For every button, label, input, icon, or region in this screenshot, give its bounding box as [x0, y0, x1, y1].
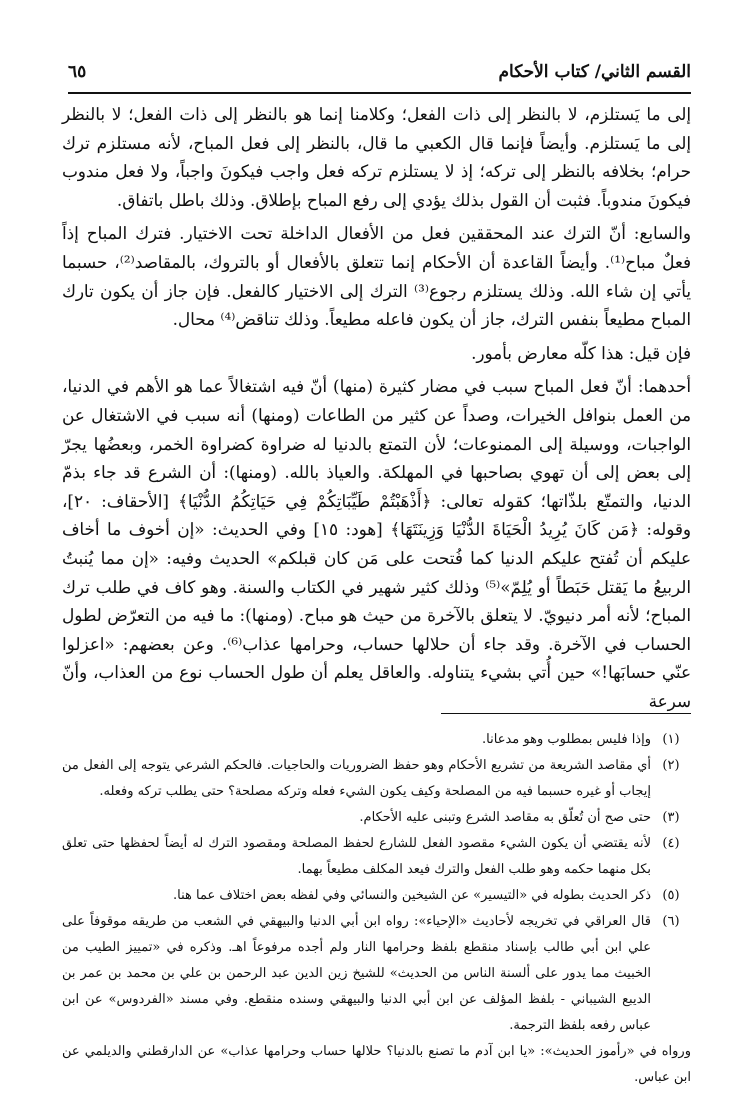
footnote-continuation: ورواه في «رأموز الحديث»: «يا ابن آدم ما تصنع بالدنيا؟ حلالها حساب وحرامها عذاب» عن الدارقطني والديلمي عن ابن عباس.: [62, 1044, 691, 1085]
footnote-text: وإذا فليس بمطلوب وهو مدعانا.: [482, 732, 651, 747]
footnote-number: (٦): [662, 914, 680, 929]
running-title: القسم الثاني/ كتاب الأحكام: [498, 62, 691, 82]
footnote-number: (٢): [662, 758, 680, 773]
footnote-number: (٤): [662, 836, 680, 851]
footnote: [62, 831, 691, 883]
footnotes: [62, 727, 691, 1091]
paragraph: أحدهما: أنّ فعل المباح سبب في مضار كثيرة (منها) أنّ فيه اشتغالاً عما هو الأهم في الدنيا، من العمل بنوافل الخيرات، وصداً عن كثير من الطاعات (ومنها) أنه سبب في الاشتغال عن الواجبات، ووسيلة إلى الممنوعات؛ لأن التمتع بالدنيا له ضراوة كضراوة الخمر، وبعضُها يجرّ إلى بعض إلى أن تهوي بصاحبها في المهلكة. والعياذ بالله. (ومنها): أن الشرع قد جاء بذمّ الدنيا، والتمتّع بلذّاتها؛ كقوله تعالى: ﴿أَذْهَبْتُمْ طَيِّبَاتِكُمْ فِي حَيَاتِكُمُ الدُّنْيَا﴾ [الأحقاف: ٢٠]، وقوله: ﴿مَن كَانَ يُرِيدُ الْحَيَاةَ الدُّنْيَا وَزِينَتَهَا﴾ [هود: ١٥] وفي الحديث: «إن أخوف ما أخاف عليكم أن تُفتح عليكم الدنيا كما فُتحت على مَن كان قبلكم» الحديث وفيه: «إن مما يُنبتُ الربيعُ ما يَقتل حَبَطاً أو يُلِمّ»⁽⁵⁾ وذلك كثير شهير في الكتاب والسنة. وهو كاف في طلب ترك المباح؛ لأنه أمر دنيويّ. لا يتعلق بالآخرة من حيث هو مباح. (ومنها): ما فيه من التعرّض لطول الحساب في الآخرة. وقد جاء أن حلالها حساب، وحرامها عذاب⁽⁶⁾. وعن بعضهم: «اعزلوا عنّي حسابَها!» حين أُتي بشيء يتناوله. والعاقل يعلم أن طول الحساب نوع من العذاب، وأنّ سرعة: [62, 376, 691, 711]
footnote: [62, 883, 691, 909]
footnote-text: حتى صح أن تُعلّق به مقاصد الشرع وتبنى عليه الأحكام.: [359, 810, 651, 825]
footnote: [62, 909, 691, 1039]
main-text: [62, 100, 691, 715]
footnote: [62, 805, 691, 831]
footnote-text: ذكر الحديث بطوله في «التيسير» عن الشيخين والنسائي وفي لفظه بعض اختلاف عما هنا.: [172, 888, 651, 903]
footnote: [62, 727, 691, 753]
footnote: [62, 753, 691, 805]
page-number: ٦٥: [68, 62, 87, 82]
paragraph: والسابع: أنّ الترك عند المحققين فعل من الأفعال الداخلة تحت الاختيار. فترك المباح إذاً فعلٌ مباح⁽¹⁾. وأيضاً القاعدة أن الأحكام إنما تتعلق بالأفعال أو بالتروك، بالمقاصد⁽²⁾، حسبما يأتي إن شاء الله. وذلك يستلزم رجوع⁽³⁾ الترك إلى الاختيار كالفعل. فإن جاز أن يكون تارك المباح مطيعاً بنفس الترك، جاز أن يكون فاعله مطيعاً. وذلك تناقض⁽⁴⁾ محال.: [62, 223, 692, 330]
paragraph: فإن قيل: هذا كلّه معارض بأمور.: [471, 342, 691, 363]
footnote-number: (٣): [662, 810, 680, 825]
page-header: [68, 62, 691, 94]
paragraph: إلى ما يَستلزم، لا بالنظر إلى ذات الفعل؛ وكلامنا إنما هو بالنظر إلى ذات الفعل؛ لا بالنظر إلى ما يَستلزم. وأيضاً فإنما قال الكعبي ما قال، بالنظر إلى فعل المباح، لأنه مستلزم ترك حرام؛ بخلافه بالنظر إلى تركه؛ إذ لا يستلزم تركه فعل واجب فيكونَ واجباً، ولا فعل مندوب فيكونَ مندوباً. فثبت أن القول بذلك يؤدي إلى رفع المباح بإطلاق. وذلك باطل باتفاق.: [62, 104, 691, 210]
footnote-separator: [441, 713, 691, 714]
footnote-text: لأنه يقتضي أن يكون الشيء مقصود الفعل للشارع لحفظ المصلحة ومقصود الترك له أيضاً لحفظها حتى تعلق بكل منهما حكمه وهو طلب الفعل والترك فيعد المكلف مطيعاً بهما.: [62, 836, 651, 877]
footnote-text: قال العراقي في تخريجه لأحاديث «الإحياء»: رواه ابن أبي الدنيا والبيهقي في الشعب من طريقه موقوفاً على علي ابن أبي طالب بإسناد منقطع بلفظ وحرامها النار ولم أجده مرفوعاً اهـ. وذكره في «تمييز الطيب من الخبيث مما يدور على ألسنة الناس من الحديث» للشيخ زين الدين عبد الرحمن بن علي بن محمد بن عمر بن الديبع الشيباني - بلفظ المؤلف عن ابن أبي الدنيا والبيهقي وسنده منقطع. وفي مسند «الفردوس» عن ابن عباس رفعه بلفظ الترجمة.: [62, 914, 651, 1033]
footnote-number: (١): [662, 732, 680, 747]
footnote-text: أي مقاصد الشريعة من تشريع الأحكام وهو حفظ الضروريات والحاجيات. فالحكم الشرعي يتوجه إلى الفعل من إيجاب أو غيره حسبما فيه من المصلحة وكيف يكون الشيء فعله وتركه مصلحة؟ حتى يطلب تركه وفعله.: [62, 758, 651, 799]
footnote-number: (٥): [662, 888, 680, 903]
